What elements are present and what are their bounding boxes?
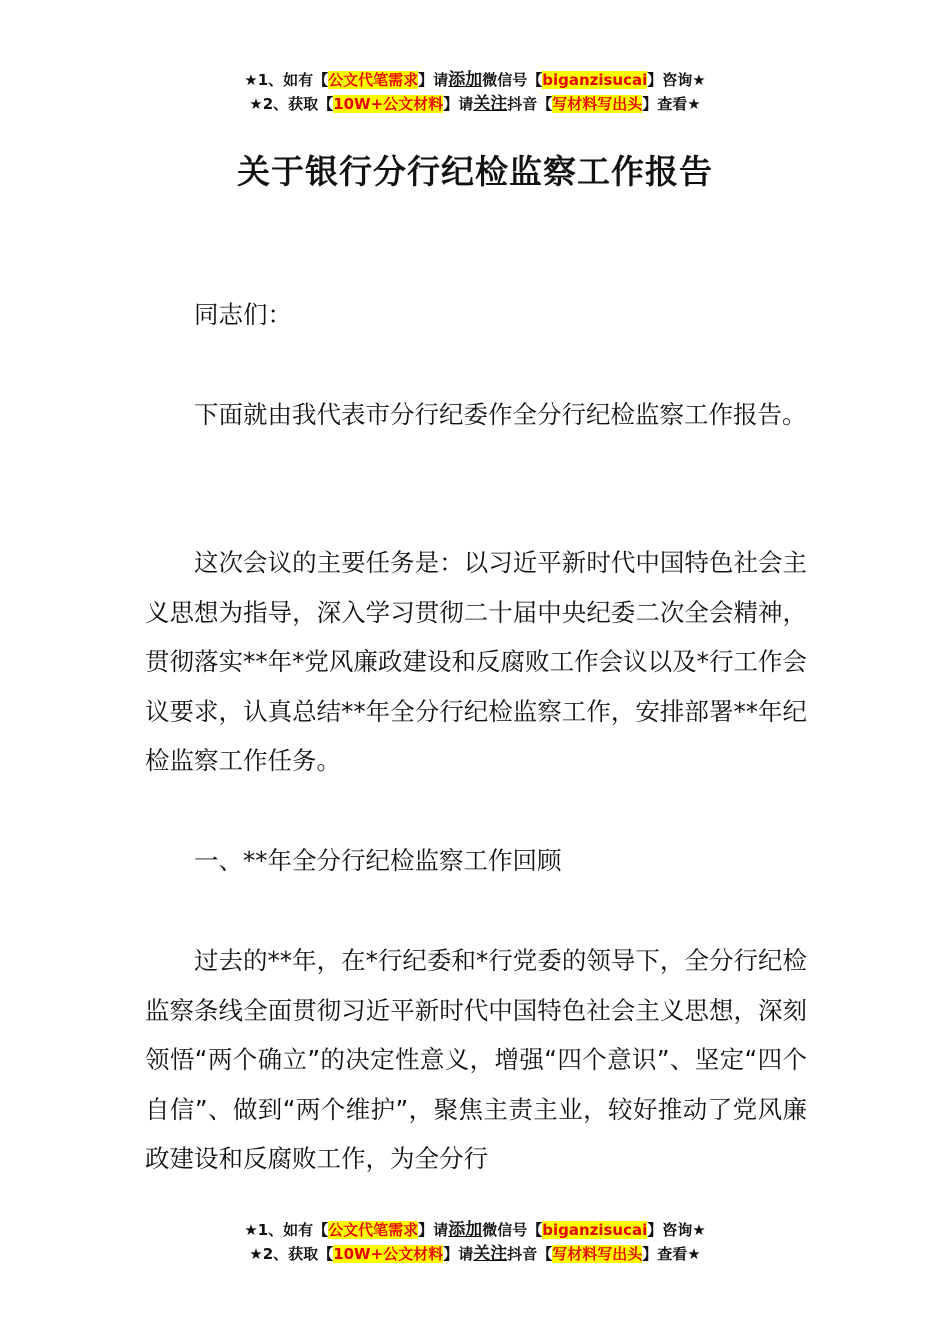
paragraph-task: 这次会议的主要任务是：以习近平新时代中国特色社会主义思想为指导，深入学习贯彻二十届中央纪委二次全会精神，贯彻落实**年*党风廉政建设和反腐败工作会议以及*行工作会议要求，认真总结**年全分行纪检监察工作，安排部署**年纪检监察工作任务。	[145, 548, 807, 775]
notice-emphasis: 关注	[473, 1244, 508, 1264]
notice-emphasis: 添加	[448, 70, 483, 90]
notice-highlight: 10W+公文材料	[333, 1245, 444, 1263]
notice-highlight: 公文代笔需求	[328, 1221, 419, 1239]
notice-text: 】咨询★	[647, 71, 706, 89]
document-title: 关于银行分行纪检监察工作报告	[237, 152, 713, 191]
notice-text: ★2、获取【	[249, 1245, 334, 1263]
section-heading: 一、**年全分行纪检监察工作回顾	[194, 846, 562, 875]
notice-text: 】请	[418, 1221, 449, 1239]
notice-text: 】请	[443, 1245, 474, 1263]
notice-emphasis: 关注	[473, 94, 508, 114]
notice-text: ★1、如有【	[244, 1221, 329, 1239]
paragraph-intro: 下面就由我代表市分行纪委作全分行纪检监察工作报告。	[194, 400, 807, 429]
notice-text: 】查看★	[642, 95, 701, 113]
notice-emphasis: 添加	[448, 1220, 483, 1240]
notice-highlight: 10W+公文材料	[333, 95, 444, 113]
notice-line-1	[0, 1218, 950, 1242]
greeting: 同志们：	[194, 300, 292, 329]
notice-highlight: 写材料写出头	[552, 1245, 643, 1263]
notice-text: 微信号【	[482, 71, 543, 89]
notice-text: ★2、获取【	[249, 95, 334, 113]
notice-highlight: 写材料写出头	[552, 95, 643, 113]
notice-text: 】请	[443, 95, 474, 113]
notice-line-2	[0, 1242, 950, 1266]
notice-line-2	[0, 92, 950, 116]
notice-highlight: 公文代笔需求	[328, 71, 419, 89]
notice-text: 】请	[418, 71, 449, 89]
notice-text: 微信号【	[482, 1221, 543, 1239]
notice-line-1	[0, 68, 950, 92]
notice-highlight: biganzisucai	[542, 1221, 648, 1239]
paragraph-review: 过去的**年，在*行纪委和*行党委的领导下，全分行纪检监察条线全面贯彻习近平新时代中国特色社会主义思想，深刻领悟“两个确立”的决定性意义，增强“四个意识”、坚定“四个自信”、做到“两个维护”，聚焦主责主业，较好推动了党风廉政建设和反腐败工作，为全分行	[145, 946, 807, 1173]
notice-highlight: biganzisucai	[542, 71, 648, 89]
footer-notice	[0, 1218, 950, 1266]
notice-text: 】查看★	[642, 1245, 701, 1263]
notice-text: ★1、如有【	[244, 71, 329, 89]
notice-text: 抖音【	[507, 95, 553, 113]
header-notice	[0, 68, 950, 116]
notice-text: 】咨询★	[647, 1221, 706, 1239]
notice-text: 抖音【	[507, 1245, 553, 1263]
